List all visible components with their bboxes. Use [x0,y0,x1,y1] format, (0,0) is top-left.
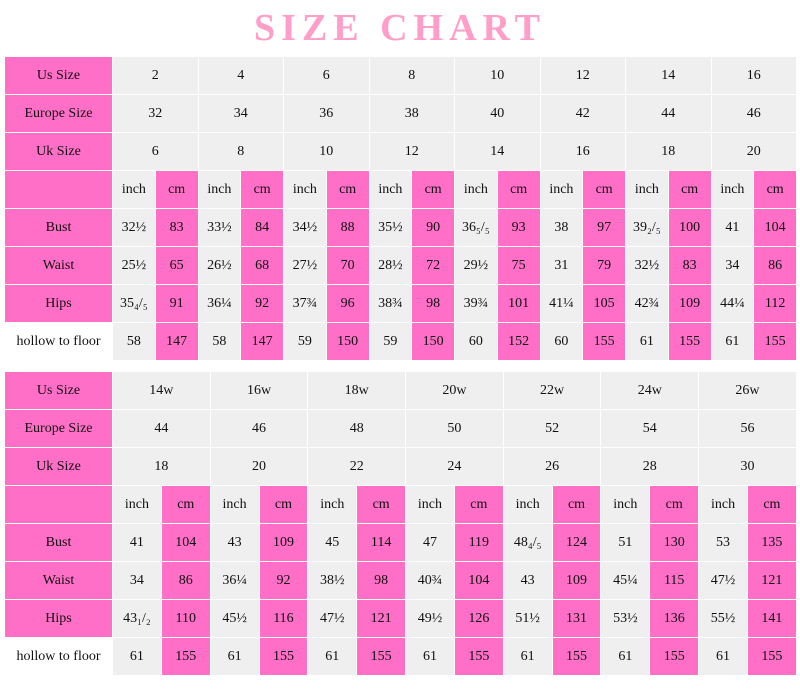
row-label-bust: Bust [5,209,113,247]
cell-hollow: 147 [241,323,284,361]
cell-waist: 75 [497,247,540,285]
cell-us-size: 4 [198,57,284,95]
cell-bust: 48₄/₅ [503,524,552,562]
cell-waist: 28½ [369,247,412,285]
cell-waist: 86 [161,562,210,600]
cell-waist: 70 [326,247,369,285]
cell-unit: cm [155,171,198,209]
cell-us-size: 2 [113,57,199,95]
table-row-hips [5,600,797,638]
cell-uk-size: 20 [711,133,797,171]
cell-hips: 51½ [503,600,552,638]
cell-unit: cm [259,486,308,524]
cell-unit: cm [668,171,711,209]
cell-hollow: 155 [650,638,699,676]
cell-europe-size: 46 [210,410,308,448]
cell-unit: inch [540,171,583,209]
cell-uk-size: 28 [601,448,699,486]
cell-hollow: 60 [455,323,498,361]
cell-bust: 32½ [113,209,156,247]
table-row-uk-size [5,448,797,486]
cell-waist: 83 [668,247,711,285]
cell-us-size: 22w [503,372,601,410]
cell-hips: 126 [454,600,503,638]
cell-bust: 119 [454,524,503,562]
cell-hollow: 61 [113,638,162,676]
cell-hips: 136 [650,600,699,638]
cell-waist: 65 [155,247,198,285]
cell-unit: inch [711,171,754,209]
cell-unit: cm [454,486,503,524]
cell-unit: inch [198,171,241,209]
cell-waist: 43 [503,562,552,600]
cell-hollow: 155 [747,638,796,676]
cell-waist: 92 [259,562,308,600]
cell-us-size: 24w [601,372,699,410]
cell-waist: 26½ [198,247,241,285]
cell-hips: 39¾ [455,285,498,323]
cell-waist: 98 [357,562,406,600]
cell-unit: cm [650,486,699,524]
cell-hips: 98 [412,285,455,323]
row-label-hips: Hips [5,600,113,638]
cell-europe-size: 44 [113,410,211,448]
cell-bust: 33½ [198,209,241,247]
cell-unit: inch [113,171,156,209]
cell-us-size: 14 [626,57,712,95]
cell-bust: 104 [754,209,797,247]
cell-bust: 51 [601,524,650,562]
cell-waist: 104 [454,562,503,600]
cell-bust: 36₅/₅ [455,209,498,247]
cell-uk-size: 22 [308,448,406,486]
cell-hollow: 59 [284,323,327,361]
cell-hollow: 59 [369,323,412,361]
cell-unit: inch [503,486,552,524]
cell-hollow: 61 [711,323,754,361]
cell-hips: 96 [326,285,369,323]
cell-unit: cm [583,171,626,209]
cell-waist: 25½ [113,247,156,285]
cell-waist: 36¼ [210,562,259,600]
cell-waist: 29½ [455,247,498,285]
row-label-units [5,171,113,209]
cell-hips: 105 [583,285,626,323]
cell-hips: 55½ [699,600,748,638]
cell-hips: 45½ [210,600,259,638]
row-label-units [5,486,113,524]
cell-hips: 47½ [308,600,357,638]
cell-bust: 109 [259,524,308,562]
cell-hollow: 58 [198,323,241,361]
cell-waist: 32½ [626,247,669,285]
cell-unit: cm [161,486,210,524]
cell-bust: 45 [308,524,357,562]
cell-hips: 53½ [601,600,650,638]
row-label-waist: Waist [5,247,113,285]
cell-hips: 38¾ [369,285,412,323]
table-gap [0,361,800,371]
cell-unit: inch [113,486,162,524]
cell-hips: 109 [668,285,711,323]
cell-hollow: 155 [583,323,626,361]
cell-uk-size: 24 [406,448,504,486]
cell-waist: 109 [552,562,601,600]
cell-unit: cm [241,171,284,209]
cell-hips: 121 [357,600,406,638]
cell-hips: 41¼ [540,285,583,323]
cell-europe-size: 54 [601,410,699,448]
cell-bust: 135 [747,524,796,562]
table-row-us-size [5,57,797,95]
cell-bust: 93 [497,209,540,247]
cell-unit: cm [754,171,797,209]
cell-us-size: 10 [455,57,541,95]
cell-hollow: 150 [412,323,455,361]
cell-hollow: 61 [699,638,748,676]
cell-europe-size: 32 [113,95,199,133]
cell-us-size: 12 [540,57,626,95]
cell-unit: inch [699,486,748,524]
row-label-us-size: Us Size [5,372,113,410]
cell-hips: 116 [259,600,308,638]
cell-europe-size: 56 [699,410,797,448]
cell-bust: 53 [699,524,748,562]
cell-unit: cm [497,171,540,209]
table-row-uk-size [5,133,797,171]
cell-waist: 47½ [699,562,748,600]
cell-hollow: 61 [626,323,669,361]
cell-europe-size: 34 [198,95,284,133]
row-label-bust: Bust [5,524,113,562]
cell-bust: 38 [540,209,583,247]
size-chart-table-standard [4,56,797,361]
cell-hollow: 155 [161,638,210,676]
cell-bust: 88 [326,209,369,247]
cell-uk-size: 10 [284,133,370,171]
cell-hollow: 61 [406,638,455,676]
cell-waist: 45¼ [601,562,650,600]
cell-hips: 43₁/₂ [113,600,162,638]
row-label-uk-size: Uk Size [5,133,113,171]
cell-us-size: 26w [699,372,797,410]
cell-hollow: 150 [326,323,369,361]
cell-us-size: 6 [284,57,370,95]
cell-hips: 131 [552,600,601,638]
cell-uk-size: 16 [540,133,626,171]
table-row-bust [5,209,797,247]
cell-hollow: 152 [497,323,540,361]
cell-europe-size: 42 [540,95,626,133]
cell-hollow: 61 [210,638,259,676]
cell-hollow: 155 [357,638,406,676]
cell-us-size: 16w [210,372,308,410]
cell-hollow: 58 [113,323,156,361]
cell-hips: 110 [161,600,210,638]
page-title: SIZE CHART [253,7,546,49]
cell-bust: 100 [668,209,711,247]
cell-uk-size: 30 [699,448,797,486]
cell-hollow: 155 [668,323,711,361]
cell-unit: inch [626,171,669,209]
cell-waist: 68 [241,247,284,285]
table-row-hollow-to-floor [5,638,797,676]
table-row-hollow-to-floor [5,323,797,361]
cell-bust: 104 [161,524,210,562]
cell-europe-size: 36 [284,95,370,133]
cell-bust: 34½ [284,209,327,247]
table-row-hips [5,285,797,323]
cell-unit: cm [747,486,796,524]
table-row-europe-size [5,95,797,133]
cell-hips: 91 [155,285,198,323]
cell-waist: 72 [412,247,455,285]
cell-unit: inch [284,171,327,209]
cell-bust: 124 [552,524,601,562]
cell-hollow: 61 [308,638,357,676]
cell-bust: 43 [210,524,259,562]
table-row-us-size [5,372,797,410]
cell-waist: 34 [711,247,754,285]
row-label-hollow-to-floor: hollow to floor [5,638,113,676]
cell-hollow: 61 [601,638,650,676]
cell-bust: 130 [650,524,699,562]
cell-hollow: 61 [503,638,552,676]
table-row-waist [5,247,797,285]
cell-europe-size: 40 [455,95,541,133]
cell-hips: 112 [754,285,797,323]
cell-hips: 44¼ [711,285,754,323]
cell-uk-size: 20 [210,448,308,486]
cell-bust: 114 [357,524,406,562]
cell-unit: inch [308,486,357,524]
cell-waist: 115 [650,562,699,600]
cell-europe-size: 46 [711,95,797,133]
row-label-europe-size: Europe Size [5,95,113,133]
row-label-waist: Waist [5,562,113,600]
table-row-units [5,171,797,209]
cell-hips: 92 [241,285,284,323]
row-label-europe-size: Europe Size [5,410,113,448]
cell-bust: 41 [113,524,162,562]
cell-bust: 83 [155,209,198,247]
cell-waist: 79 [583,247,626,285]
cell-us-size: 14w [113,372,211,410]
cell-us-size: 20w [406,372,504,410]
cell-unit: cm [326,171,369,209]
table-row-waist [5,562,797,600]
cell-hips: 36¼ [198,285,241,323]
row-label-hollow-to-floor: hollow to floor [5,323,113,361]
cell-hollow: 155 [552,638,601,676]
cell-hollow: 155 [454,638,503,676]
cell-hips: 42¾ [626,285,669,323]
cell-uk-size: 26 [503,448,601,486]
cell-hollow: 60 [540,323,583,361]
table-row-bust [5,524,797,562]
table-row-europe-size [5,410,797,448]
cell-bust: 35½ [369,209,412,247]
size-chart-table-plus [4,371,797,676]
cell-hollow: 155 [259,638,308,676]
cell-uk-size: 18 [113,448,211,486]
row-label-hips: Hips [5,285,113,323]
cell-us-size: 8 [369,57,455,95]
cell-europe-size: 48 [308,410,406,448]
cell-us-size: 16 [711,57,797,95]
cell-hollow: 155 [754,323,797,361]
cell-europe-size: 38 [369,95,455,133]
row-label-us-size: Us Size [5,57,113,95]
cell-unit: inch [601,486,650,524]
table-row-units [5,486,797,524]
cell-waist: 121 [747,562,796,600]
cell-hips: 101 [497,285,540,323]
cell-unit: inch [406,486,455,524]
cell-uk-size: 8 [198,133,284,171]
cell-uk-size: 6 [113,133,199,171]
cell-waist: 40¾ [406,562,455,600]
cell-waist: 34 [113,562,162,600]
cell-bust: 39₂/₅ [626,209,669,247]
cell-unit: inch [210,486,259,524]
cell-bust: 90 [412,209,455,247]
cell-uk-size: 12 [369,133,455,171]
cell-us-size: 18w [308,372,406,410]
cell-europe-size: 52 [503,410,601,448]
cell-uk-size: 14 [455,133,541,171]
cell-hips: 141 [747,600,796,638]
cell-waist: 31 [540,247,583,285]
cell-unit: inch [455,171,498,209]
cell-europe-size: 44 [626,95,712,133]
cell-hips: 49½ [406,600,455,638]
cell-waist: 86 [754,247,797,285]
cell-unit: cm [552,486,601,524]
cell-hollow: 147 [155,323,198,361]
cell-bust: 97 [583,209,626,247]
row-label-uk-size: Uk Size [5,448,113,486]
cell-unit: inch [369,171,412,209]
cell-europe-size: 50 [406,410,504,448]
cell-unit: cm [412,171,455,209]
cell-unit: cm [357,486,406,524]
cell-uk-size: 18 [626,133,712,171]
cell-waist: 27½ [284,247,327,285]
cell-hips: 35₄/₅ [113,285,156,323]
cell-bust: 84 [241,209,284,247]
cell-hips: 37¾ [284,285,327,323]
cell-waist: 38½ [308,562,357,600]
cell-bust: 47 [406,524,455,562]
cell-bust: 41 [711,209,754,247]
